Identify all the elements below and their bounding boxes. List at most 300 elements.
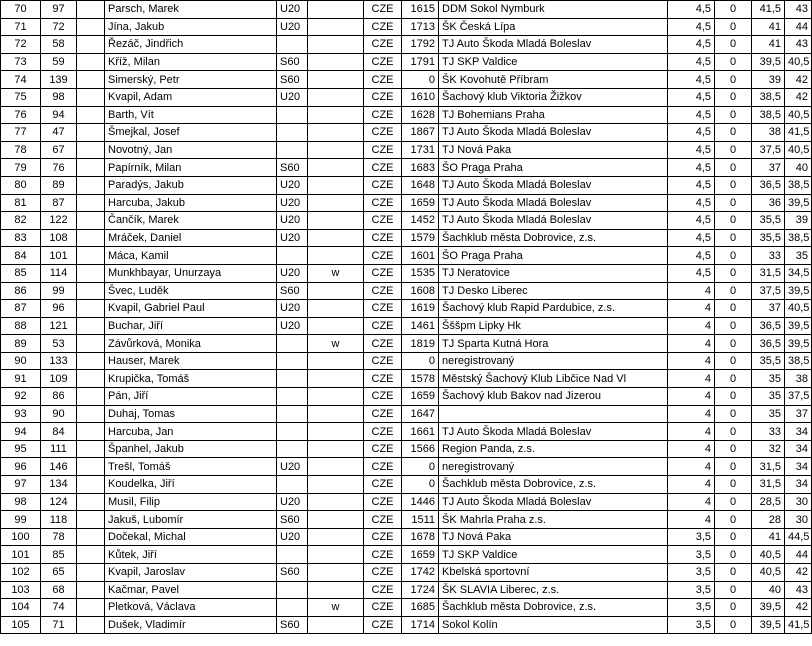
table-row [1,423,812,441]
cell-tb2: 28 [752,511,785,529]
cell-federation: CZE [364,458,402,476]
cell-start-no: 133 [41,352,77,370]
cell-name: Švec, Luděk [105,282,277,300]
cell-rank: 100 [1,528,41,546]
table-row [1,564,812,582]
cell-category [277,476,308,494]
cell-name: Harcuba, Jakub [105,194,277,212]
cell-tb2: 38,5 [752,88,785,106]
cell-rating: 1578 [402,370,439,388]
cell-gender [308,247,364,265]
cell-points: 4 [668,440,715,458]
cell-club: Kbelská sportovní [439,564,668,582]
cell-tb2: 36,5 [752,176,785,194]
cell-federation: CZE [364,300,402,318]
cell-rank: 101 [1,546,41,564]
cell-tb3: 42 [785,71,812,89]
cell-tb3: 39,5 [785,335,812,353]
cell-title [77,546,105,564]
cell-title [77,194,105,212]
cell-tb2: 41 [752,528,785,546]
cell-tb2: 36,5 [752,335,785,353]
cell-name: Papírník, Milan [105,159,277,177]
cell-rank: 92 [1,388,41,406]
cell-tb2: 38 [752,124,785,142]
cell-club: Šachový klub Viktoria Žižkov [439,88,668,106]
cell-federation: CZE [364,564,402,582]
cell-gender [308,124,364,142]
cell-tb3: 34 [785,423,812,441]
cell-federation: CZE [364,528,402,546]
cell-start-no: 114 [41,264,77,282]
cell-club: TJ Auto Škoda Mladá Boleslav [439,194,668,212]
cell-category [277,141,308,159]
cell-tb1: 0 [715,282,752,300]
cell-federation: CZE [364,370,402,388]
cell-category: S60 [277,282,308,300]
table-row [1,300,812,318]
cell-gender [308,528,364,546]
cell-club: TJ Neratovice [439,264,668,282]
cell-tb3: 39,5 [785,194,812,212]
cell-name: Jína, Jakub [105,18,277,36]
cell-tb3: 40,5 [785,141,812,159]
cell-title [77,564,105,582]
cell-tb2: 33 [752,423,785,441]
cell-gender [308,423,364,441]
cell-club: Šachový klub Bakov nad Jizerou [439,388,668,406]
cell-rating: 1724 [402,581,439,599]
table-row [1,141,812,159]
cell-start-no: 111 [41,440,77,458]
cell-title [77,36,105,54]
cell-rank: 95 [1,440,41,458]
cell-title [77,71,105,89]
cell-points: 4 [668,388,715,406]
cell-rating: 1511 [402,511,439,529]
cell-club: TJ Auto Škoda Mladá Boleslav [439,212,668,230]
cell-rating: 1610 [402,88,439,106]
cell-points: 4 [668,352,715,370]
cell-rank: 75 [1,88,41,106]
cell-tb1: 0 [715,1,752,19]
cell-points: 4,5 [668,36,715,54]
cell-tb2: 37 [752,159,785,177]
cell-club [439,405,668,423]
cell-tb2: 41 [752,36,785,54]
cell-category: S60 [277,71,308,89]
table-row [1,124,812,142]
cell-federation: CZE [364,71,402,89]
cell-gender [308,141,364,159]
cell-category [277,581,308,599]
table-row [1,53,812,71]
cell-tb3: 40,5 [785,300,812,318]
cell-club: TJ Nová Paka [439,141,668,159]
cell-tb3: 39,5 [785,282,812,300]
cell-tb2: 40,5 [752,546,785,564]
cell-points: 4,5 [668,176,715,194]
cell-name: Buchar, Jiří [105,317,277,335]
cell-gender [308,493,364,511]
cell-rating: 1628 [402,106,439,124]
cell-federation: CZE [364,159,402,177]
cell-tb2: 35 [752,388,785,406]
cell-tb1: 0 [715,511,752,529]
cell-tb3: 41,5 [785,124,812,142]
cell-rating: 1731 [402,141,439,159]
cell-title [77,493,105,511]
cell-title [77,88,105,106]
cell-points: 4,5 [668,106,715,124]
cell-tb2: 31,5 [752,476,785,494]
cell-rank: 103 [1,581,41,599]
cell-title [77,247,105,265]
cell-club: ŠK Kovohutě Příbram [439,71,668,89]
cell-gender: w [308,264,364,282]
cell-club: TJ Auto Škoda Mladá Boleslav [439,124,668,142]
cell-club: TJ Sparta Kutná Hora [439,335,668,353]
cell-name: Kříž, Milan [105,53,277,71]
cell-start-no: 122 [41,212,77,230]
cell-category: S60 [277,53,308,71]
cell-title [77,229,105,247]
cell-club: ŠK Mahrla Praha z.s. [439,511,668,529]
cell-rank: 80 [1,176,41,194]
table-row [1,616,812,634]
table-row [1,1,812,19]
cell-federation: CZE [364,194,402,212]
cell-tb1: 0 [715,458,752,476]
cell-title [77,581,105,599]
cell-category [277,124,308,142]
cell-title [77,141,105,159]
cell-start-no: 101 [41,247,77,265]
cell-rating: 1685 [402,599,439,617]
cell-category: U20 [277,317,308,335]
cell-gender [308,564,364,582]
cell-name: Španhel, Jakub [105,440,277,458]
cell-category: U20 [277,1,308,19]
cell-rank: 98 [1,493,41,511]
cell-start-no: 109 [41,370,77,388]
cell-federation: CZE [364,546,402,564]
cell-federation: CZE [364,18,402,36]
cell-points: 4 [668,317,715,335]
cell-category: U20 [277,458,308,476]
cell-tb1: 0 [715,264,752,282]
cell-name: Koudelka, Jiří [105,476,277,494]
cell-points: 4 [668,370,715,388]
cell-rank: 97 [1,476,41,494]
cell-category: S60 [277,616,308,634]
cell-rating: 1661 [402,423,439,441]
cell-category [277,423,308,441]
cell-title [77,352,105,370]
cell-tb3: 37 [785,405,812,423]
cell-tb3: 44 [785,546,812,564]
cell-name: Munkhbayar, Unurzaya [105,264,277,282]
cell-federation: CZE [364,229,402,247]
cell-title [77,300,105,318]
cell-points: 3,5 [668,599,715,617]
cell-category: U20 [277,88,308,106]
cell-rank: 86 [1,282,41,300]
cell-category: S60 [277,159,308,177]
cell-start-no: 53 [41,335,77,353]
cell-federation: CZE [364,264,402,282]
cell-title [77,1,105,19]
cell-club: neregistrovaný [439,352,668,370]
cell-federation: CZE [364,88,402,106]
cell-name: Kačmar, Pavel [105,581,277,599]
cell-club: TJ Auto Škoda Mladá Boleslav [439,36,668,54]
cell-tb2: 39,5 [752,53,785,71]
table-row [1,511,812,529]
cell-rank: 84 [1,247,41,265]
cell-gender [308,159,364,177]
table-row [1,352,812,370]
cell-title [77,106,105,124]
cell-federation: CZE [364,440,402,458]
cell-category [277,546,308,564]
cell-title [77,440,105,458]
cell-club: TJ Bohemians Praha [439,106,668,124]
cell-tb1: 0 [715,370,752,388]
cell-federation: CZE [364,511,402,529]
cell-points: 4,5 [668,264,715,282]
cell-name: Řezáč, Jindřich [105,36,277,54]
cell-tb1: 0 [715,229,752,247]
cell-category [277,405,308,423]
table-row [1,493,812,511]
cell-start-no: 67 [41,141,77,159]
table-row [1,388,812,406]
cell-category: U20 [277,18,308,36]
cell-federation: CZE [364,493,402,511]
cell-points: 4,5 [668,71,715,89]
cell-tb1: 0 [715,493,752,511]
cell-start-no: 47 [41,124,77,142]
cell-start-no: 98 [41,88,77,106]
cell-rank: 71 [1,18,41,36]
table-row [1,212,812,230]
cell-rank: 88 [1,317,41,335]
table-row [1,106,812,124]
cell-gender [308,176,364,194]
cell-category [277,370,308,388]
cell-federation: CZE [364,317,402,335]
cell-points: 4,5 [668,159,715,177]
cell-start-no: 58 [41,36,77,54]
cell-tb3: 42 [785,564,812,582]
cell-rank: 96 [1,458,41,476]
cell-name: Parsch, Marek [105,1,277,19]
cell-tb2: 32 [752,440,785,458]
table-row [1,159,812,177]
cell-start-no: 72 [41,18,77,36]
cell-start-no: 118 [41,511,77,529]
cell-club: TJ Desko Liberec [439,282,668,300]
cell-category: U20 [277,229,308,247]
cell-name: Pletková, Václava [105,599,277,617]
cell-rank: 73 [1,53,41,71]
cell-rating: 1452 [402,212,439,230]
table-row [1,88,812,106]
cell-federation: CZE [364,1,402,19]
cell-start-no: 90 [41,405,77,423]
cell-club: Šachklub města Dobrovice, z.s. [439,599,668,617]
cell-tb3: 43 [785,1,812,19]
cell-start-no: 78 [41,528,77,546]
cell-club: Sokol Kolín [439,616,668,634]
cell-points: 4,5 [668,194,715,212]
cell-federation: CZE [364,405,402,423]
cell-tb3: 38,5 [785,229,812,247]
cell-rating: 1791 [402,53,439,71]
cell-tb3: 34 [785,458,812,476]
cell-federation: CZE [364,53,402,71]
cell-tb1: 0 [715,423,752,441]
cell-tb2: 39,5 [752,616,785,634]
cell-rank: 90 [1,352,41,370]
cell-gender [308,36,364,54]
cell-name: Pán, Jiří [105,388,277,406]
cell-rating: 1619 [402,300,439,318]
cell-rating: 1608 [402,282,439,300]
cell-tb3: 42 [785,599,812,617]
cell-gender: w [308,335,364,353]
cell-start-no: 65 [41,564,77,582]
cell-title [77,423,105,441]
cell-federation: CZE [364,423,402,441]
cell-tb1: 0 [715,124,752,142]
cell-federation: CZE [364,176,402,194]
cell-start-no: 85 [41,546,77,564]
cell-gender [308,458,364,476]
cell-title [77,528,105,546]
cell-start-no: 59 [41,53,77,71]
cell-tb1: 0 [715,564,752,582]
table-row [1,18,812,36]
cell-points: 4,5 [668,229,715,247]
cell-club: ŠK Česká Lípa [439,18,668,36]
cell-tb1: 0 [715,88,752,106]
cell-points: 4,5 [668,141,715,159]
cell-start-no: 89 [41,176,77,194]
cell-tb3: 34 [785,476,812,494]
cell-club: Šachový klub Rapid Pardubice, z.s. [439,300,668,318]
cell-tb3: 34,5 [785,264,812,282]
cell-gender [308,18,364,36]
cell-federation: CZE [364,36,402,54]
cell-club: TJ Auto Škoda Mladá Boleslav [439,423,668,441]
cell-federation: CZE [364,352,402,370]
cell-start-no: 96 [41,300,77,318]
cell-tb1: 0 [715,352,752,370]
cell-federation: CZE [364,124,402,142]
cell-name: Harcuba, Jan [105,423,277,441]
cell-start-no: 68 [41,581,77,599]
cell-start-no: 139 [41,71,77,89]
cell-tb3: 30 [785,511,812,529]
cell-points: 3,5 [668,616,715,634]
cell-title [77,317,105,335]
cell-gender [308,370,364,388]
cell-tb2: 31,5 [752,458,785,476]
cell-rank: 76 [1,106,41,124]
table-row [1,440,812,458]
cell-club: Šachklub města Dobrovice, z.s. [439,229,668,247]
cell-title [77,616,105,634]
cell-tb1: 0 [715,616,752,634]
cell-points: 4 [668,300,715,318]
cell-name: Kůtek, Jiří [105,546,277,564]
cell-gender: w [308,599,364,617]
cell-tb2: 35,5 [752,352,785,370]
cell-rating: 1461 [402,317,439,335]
cell-rating: 1647 [402,405,439,423]
cell-tb1: 0 [715,18,752,36]
cell-gender [308,229,364,247]
cell-name: Kvapil, Gabriel Paul [105,300,277,318]
cell-category: U20 [277,528,308,546]
cell-tb1: 0 [715,528,752,546]
cell-rating: 0 [402,352,439,370]
cell-tb3: 44 [785,18,812,36]
cell-title [77,476,105,494]
cell-rank: 94 [1,423,41,441]
table-row [1,247,812,265]
cell-tb3: 38 [785,370,812,388]
cell-gender [308,71,364,89]
cell-start-no: 146 [41,458,77,476]
cell-tb2: 37,5 [752,141,785,159]
cell-title [77,159,105,177]
cell-gender [308,616,364,634]
cell-points: 4 [668,405,715,423]
cell-federation: CZE [364,212,402,230]
cell-title [77,405,105,423]
cell-tb1: 0 [715,388,752,406]
cell-tb1: 0 [715,106,752,124]
cell-title [77,511,105,529]
cell-title [77,335,105,353]
cell-points: 4 [668,511,715,529]
cell-start-no: 74 [41,599,77,617]
cell-tb3: 40,5 [785,106,812,124]
cell-gender [308,546,364,564]
cell-rank: 83 [1,229,41,247]
cell-tb1: 0 [715,212,752,230]
cell-tb3: 41,5 [785,616,812,634]
cell-rating: 1683 [402,159,439,177]
cell-gender [308,53,364,71]
cell-points: 4 [668,282,715,300]
cell-category [277,247,308,265]
cell-gender [308,352,364,370]
cell-tb2: 37,5 [752,282,785,300]
cell-category: U20 [277,264,308,282]
cell-gender [308,388,364,406]
cell-category: U20 [277,176,308,194]
cell-rank: 89 [1,335,41,353]
cell-tb2: 39 [752,71,785,89]
cell-rating: 1579 [402,229,439,247]
cell-name: Trešl, Tomáš [105,458,277,476]
cell-start-no: 99 [41,282,77,300]
cell-tb2: 41,5 [752,1,785,19]
